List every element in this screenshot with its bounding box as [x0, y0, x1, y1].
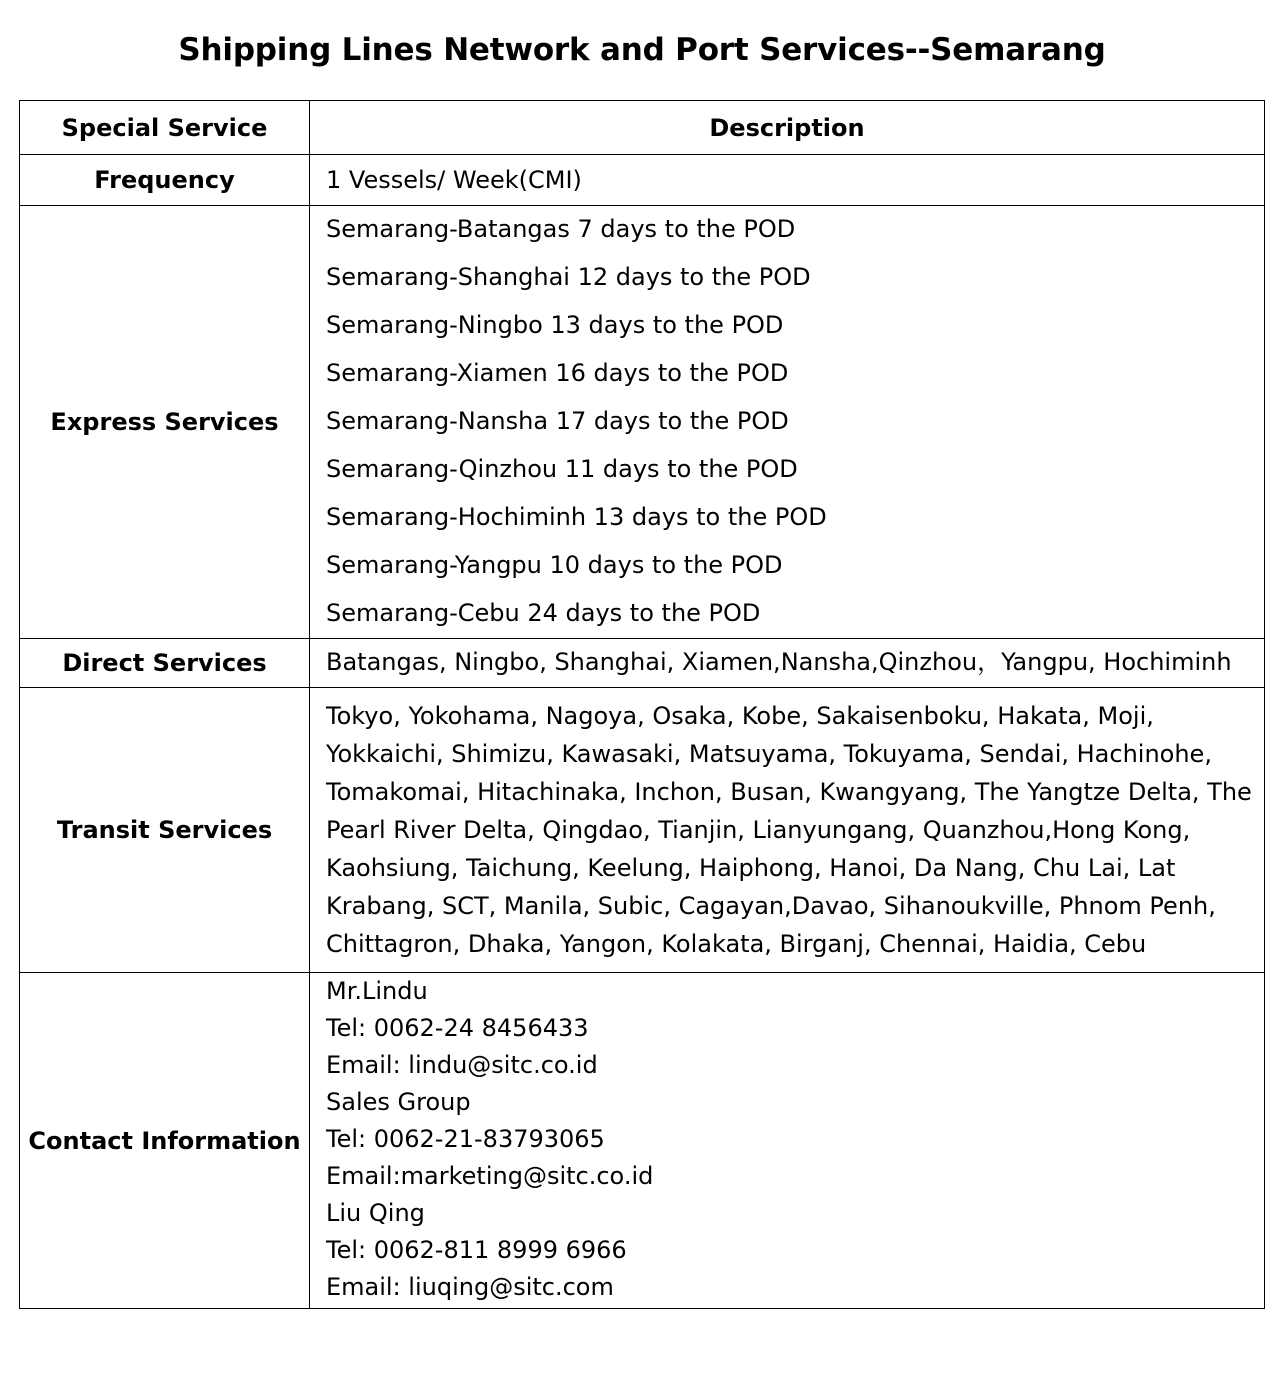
express-route-item: Semarang-Xiamen 16 days to the POD — [326, 359, 789, 387]
direct-services-row — [20, 639, 1265, 688]
transit-services-row — [20, 688, 1265, 973]
contact-information-label: Contact Information — [20, 973, 310, 1309]
contact-line: Sales Group — [326, 1088, 471, 1116]
express-route-item: Semarang-Nansha 17 days to the POD — [326, 407, 789, 435]
express-services-row — [20, 206, 1265, 639]
transit-services-value: Tokyo, Yokohama, Nagoya, Osaka, Kobe, Sakaisenboku, Hakata, Moji, Yokkaichi, Shimizu, Kawasaki, Matsuyama, Tokuyama, Sendai, Hachinohe, Tomakomai, Hitachinaka, Inchon, Busan, Kwangyang, The Yangtze Delta, The Pearl River Delta, Qingdao, Tianjin, Lianyungang, Quanzhou,Hong Kong, Kaohsiung, Taichung, Keelung, Haiphong, Hanoi, Da Nang, Chu Lai, Lat Krabang, SCT, Manila, Subic, Cagayan,Davao, Sihanoukville, Phnom Penh, Chittagron, Dhaka, Yangon, Kolakata, Birganj, Chennai, Haidia, Cebu — [310, 688, 1265, 973]
contact-line: Email: liuqing@sitc.com — [326, 1273, 614, 1301]
contact-line: Tel: 0062-24 8456433 — [326, 1014, 589, 1042]
contact-line: Email: lindu@sitc.co.id — [326, 1051, 598, 1079]
express-route-item: Semarang-Qinzhou 11 days to the POD — [326, 455, 798, 483]
express-services-list — [310, 206, 1265, 639]
table-header-row — [20, 101, 1265, 155]
direct-services-label: Direct Services — [20, 639, 310, 688]
express-route-item: Semarang-Yangpu 10 days to the POD — [326, 551, 783, 579]
contact-line: Tel: 0062-811 8999 6966 — [326, 1236, 627, 1264]
contact-line: Liu Qing — [326, 1199, 425, 1227]
frequency-value: 1 Vessels/ Week(CMI) — [310, 155, 1265, 206]
express-route-item: Semarang-Batangas 7 days to the POD — [326, 215, 796, 243]
frequency-row — [20, 155, 1265, 206]
express-route-item: Semarang-Hochiminh 13 days to the POD — [326, 503, 827, 531]
express-route-item: Semarang-Cebu 24 days to the POD — [326, 599, 761, 627]
contact-line: Email:marketing@sitc.co.id — [326, 1162, 654, 1190]
express-route-item: Semarang-Shanghai 12 days to the POD — [326, 263, 811, 291]
header-description: Description — [310, 101, 1265, 155]
header-special-service: Special Service — [20, 101, 310, 155]
frequency-label: Frequency — [20, 155, 310, 206]
contact-line: Tel: 0062-21-83793065 — [326, 1125, 605, 1153]
contact-information-row — [20, 973, 1265, 1309]
express-route-item: Semarang-Ningbo 13 days to the POD — [326, 311, 784, 339]
direct-services-value: Batangas, Ningbo, Shanghai, Xiamen,Nansha,Qinzhou，Yangpu, Hochiminh — [310, 639, 1265, 688]
contact-line: Mr.Lindu — [326, 977, 428, 1005]
service-table — [19, 100, 1265, 1309]
transit-services-label: Transit Services — [20, 688, 310, 973]
express-services-label: Express Services — [20, 206, 310, 639]
contact-information-list — [310, 973, 1265, 1309]
page-title: Shipping Lines Network and Port Services--Semarang — [178, 32, 1106, 68]
